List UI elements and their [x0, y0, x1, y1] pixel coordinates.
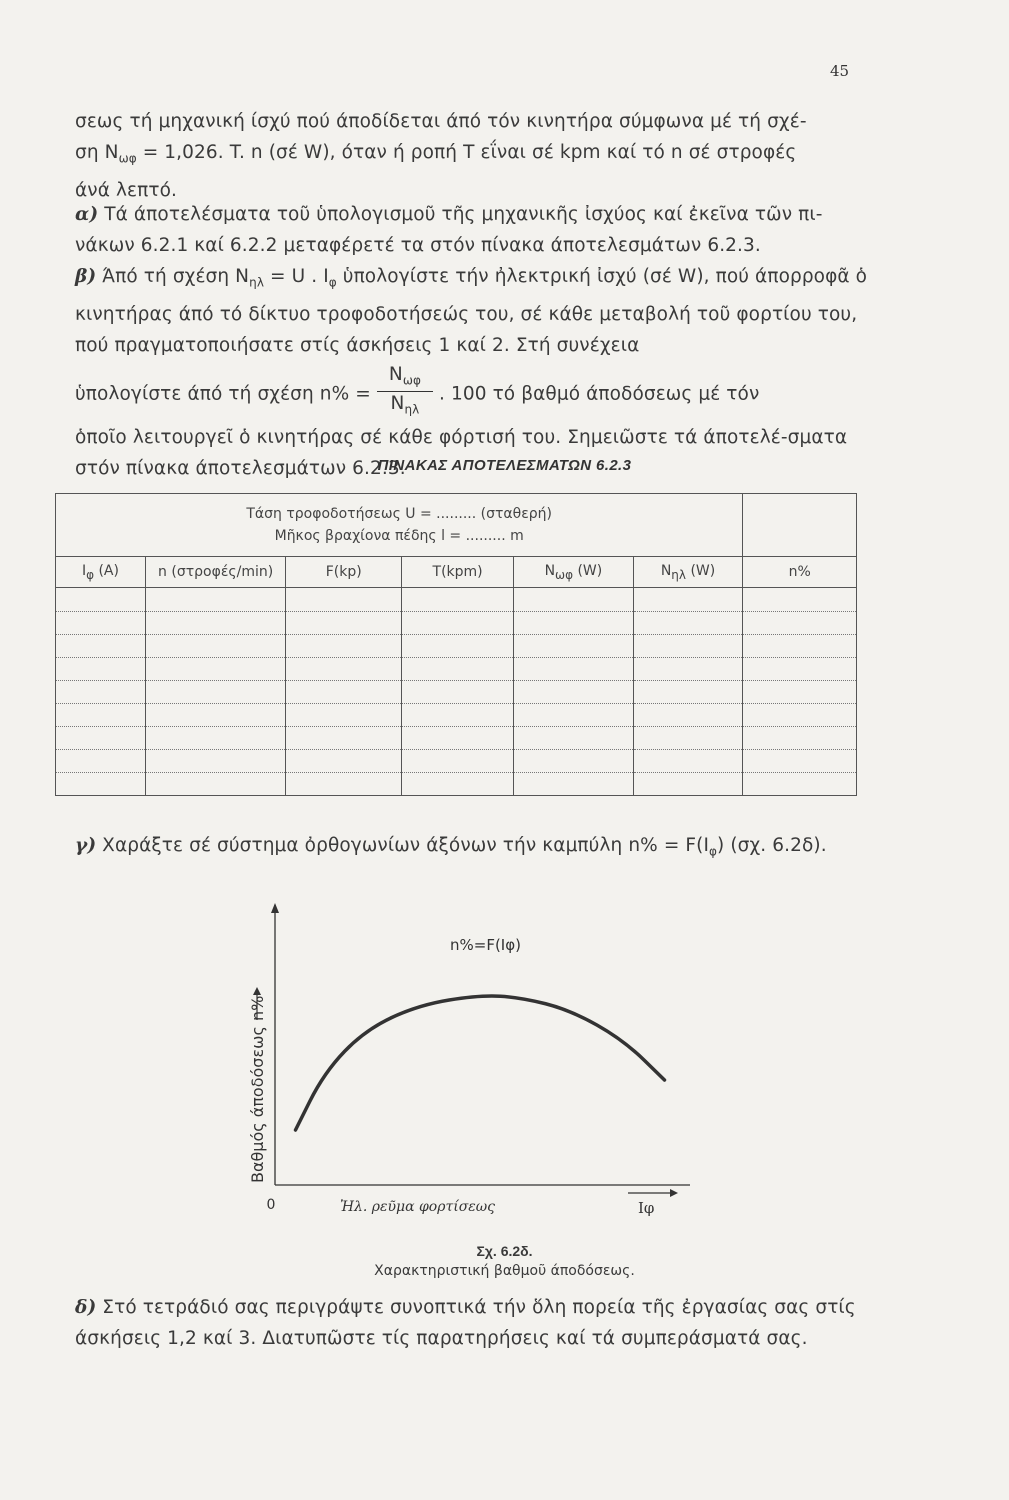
paragraph-delta — [75, 1292, 875, 1354]
figure-number: Σχ. 6.2δ. — [476, 1243, 533, 1259]
beta-mark: β) — [75, 266, 97, 287]
empty-data-cell — [402, 588, 514, 796]
y-axis-label: Βαθμός άποδόσεως n% — [248, 995, 267, 1183]
paragraph-beta: β) Άπό τή σχέση $N_{\eta\lambda} = U$ . $I_\varphi$ ὑπολογίστε τήν ἠλεκτρική ἰσχύ (σέ W), πού άπορροφᾶ ὁ κινητήρας άπό τό δίκτυο τροφοδοτήσεώς του, σέ κάθε μεταβολή τοῦ φορτίου του, πού πραγματοποιήσατε στίς άσκήσεις 1 καί 2. Στή συνέχεια ὑπολογίστε άπό τή σχέση n% = $\frac{N_{\omega\varphi}}{N_{\eta\lambda}}$ . 100 τό βαθμό άποδόσεως μέ τόν ὁποῖο λειτουργεῖ ὁ κινητήρας σέ κάθε φόρτισή του. Σημειῶστε τά άποτελέ-σματα στόν πίνακα άποτελεσμάτων 6.2.3. — [75, 261, 875, 484]
chart-svg — [230, 895, 710, 1225]
y-label-arrow-head — [253, 987, 261, 995]
empty-data-cell — [743, 588, 857, 796]
empty-data-cell — [56, 588, 146, 796]
column-header: n% — [743, 557, 857, 588]
intro-line-2: ση $N_{\omega\varphi} = 1,026$. T. n (σέ W), όταν ή ροπή T εΐναι σέ kpm καί τό n σέ στροφές — [75, 142, 797, 166]
brake-arm-length-label: Μῆκος βραχίονα πέδης l = ......... m — [274, 528, 524, 544]
curve-label: n%=F(Iφ) — [450, 936, 521, 954]
x-axis-symbol-arrow-head — [670, 1189, 678, 1197]
intro-line-3: άνά λεπτό. — [75, 179, 178, 201]
x-axis-symbol: Iφ — [638, 1199, 655, 1217]
delta-mark: δ) — [75, 1297, 97, 1318]
alpha-mark: α) — [75, 204, 99, 225]
results-table — [55, 493, 857, 796]
x-axis-label: Ἠλ. ρεῦμα φορτίσεως — [340, 1199, 496, 1215]
figure-description: Χαρακτηριστική βαθμοῦ άποδόσεως. — [374, 1263, 635, 1279]
efficiency-formula: ὑπολογίστε άπό τή σχέση n% = $\frac{N_{\omega\varphi}}{N_{\eta\lambda}}$ . 100 τό βαθμό άποδόσεως μέ τόν — [75, 367, 875, 422]
alpha-text: Τά άποτελέσματα τοῦ ὑπολογισμοῦ τῆς μηχανικῆς ἰσχύος καί ἐκεῖνα τῶν πι-νάκων 6.2.1 καί 6.2.2 μεταφέρετέ τα στόν πίνακα άποτελεσμάτων 6.2.3. — [75, 204, 823, 256]
y-axis-arrow — [271, 903, 279, 913]
paragraph-gamma: γ) Χαράξτε σέ σύστημα ὀρθογωνίων άξόνων τήν καμπύλη $n\% = F(I_\varphi)$ (σχ. 6.2δ). — [75, 835, 827, 859]
column-header: F(kp) — [286, 557, 402, 588]
column-header: $I_\varphi$ (A) — [56, 557, 146, 588]
empty-data-cell — [633, 588, 743, 796]
empty-data-cell — [145, 588, 285, 796]
supply-voltage-label: Τάση τροφοδοτήσεως U = ......... (σταθερή) — [246, 506, 553, 522]
intro-paragraph — [75, 106, 875, 206]
paragraph-alpha — [75, 199, 875, 261]
column-header: $N_{\omega\varphi}$ (W) — [514, 557, 634, 588]
column-header: n (στροφές/min) — [145, 557, 285, 588]
efficiency-curve — [296, 996, 665, 1130]
empty-data-cell — [514, 588, 634, 796]
table-header-empty-cell — [743, 494, 857, 557]
table-title: ΠΙΝΑΚΑΣ ΑΠΟΤΕΛΕΣΜΑΤΩΝ 6.2.3 — [377, 457, 632, 474]
efficiency-fraction: $\frac{N_{\omega\varphi}}{N_{\eta\lambda}}$ — [377, 365, 433, 420]
table-header-conditions — [56, 494, 743, 557]
delta-text: Στό τετράδιό σας περιγράψτε συνοπτικά τήν ὅλη πορεία τῆς ἐργασίας σας στίς άσκήσεις 1,2 καί 3. Διατυπῶστε τίς παρατηρήσεις καί τά συμπεράσματά σας. — [75, 1297, 856, 1349]
column-header: T(kpm) — [402, 557, 514, 588]
column-header: $N_{\eta\lambda}$ (W) — [633, 557, 743, 588]
empty-data-cell — [286, 588, 402, 796]
page-number: 45 — [830, 62, 850, 80]
intro-line-1: σεως τή μηχανική ίσχύ πού άποδίδεται άπό τόν κινητήρα σύμφωνα μέ τή σχέ- — [75, 111, 807, 132]
gamma-mark: γ) — [75, 835, 97, 856]
origin-label: 0 — [266, 1197, 276, 1213]
efficiency-chart — [230, 895, 710, 1225]
